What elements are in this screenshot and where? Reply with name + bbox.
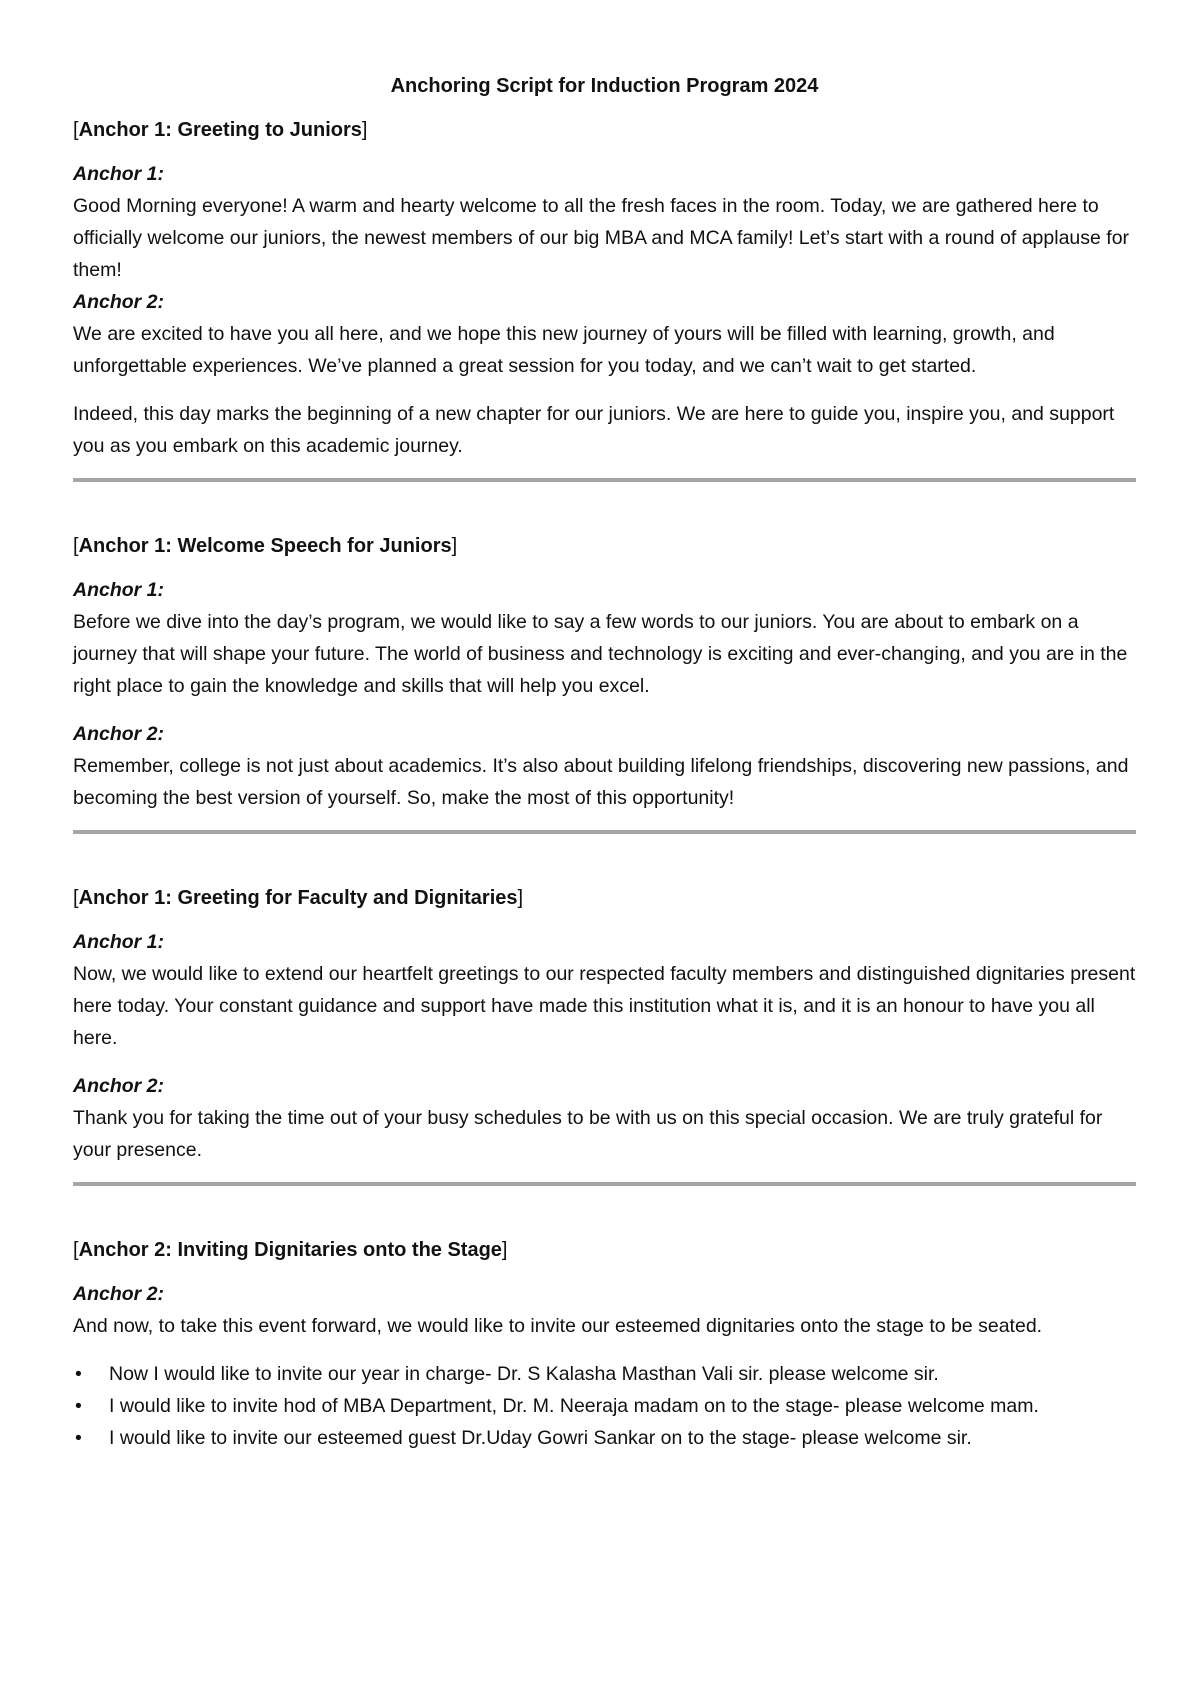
paragraph: And now, to take this event forward, we would like to invite our esteemed dignitaries onto the stage to be seated. <box>73 1315 1043 1337</box>
section-divider <box>73 1182 1136 1186</box>
section-divider <box>73 478 1136 482</box>
paragraph: Indeed, this day marks the beginning of a new chapter for our juniors. We are here to guide you, inspire you, and support you as you embark on this academic journey. <box>73 403 1115 457</box>
section-welcome-speech <box>73 530 1136 814</box>
speaker-label: Anchor 2: <box>73 1075 165 1097</box>
paragraph: Now, we would like to extend our heartfelt greetings to our respected faculty members and distinguished dignitaries present here today. Your constant guidance and support have made this institution what it is, and it is an honour to have you all here. <box>73 963 1136 1049</box>
list-item: • I would like to invite hod of MBA Department, Dr. M. Neeraja madam on to the stage- please welcome mam. <box>73 1390 1136 1422</box>
section-divider <box>73 830 1136 834</box>
section-heading: [Anchor 1: Welcome Speech for Juniors] <box>73 535 458 557</box>
paragraph: Before we dive into the day’s program, we would like to say a few words to our juniors. You are about to embark on a journey that will shape your future. The world of business and technology is exciting and ever-changing, and you are in the right place to gain the knowledge and skills that will help you excel. <box>73 611 1128 697</box>
section-heading: [Anchor 1: Greeting to Juniors] <box>73 119 368 141</box>
speaker-label: Anchor 2: <box>73 1283 165 1305</box>
document-title: Anchoring Script for Induction Program 2024 <box>390 75 819 97</box>
document-page <box>73 70 1136 1454</box>
paragraph: Good Morning everyone! A warm and hearty welcome to all the fresh faces in the room. Today, we are gathered here to officially welcome our juniors, the newest members of our big MBA and MCA family! Let’s start with a round of applause for them! <box>73 195 1130 281</box>
paragraph: Remember, college is not just about academics. It’s also about building lifelong friendships, discovering new passions, and becoming the best version of yourself. So, make the most of this opportunity! <box>73 755 1129 809</box>
paragraph: We are excited to have you all here, and we hope this new journey of yours will be filled with learning, growth, and unforgettable experiences. We’ve planned a great session for you today, and we can’t wait to get started. <box>73 323 1055 377</box>
section-heading: [Anchor 1: Greeting for Faculty and Dignitaries] <box>73 887 524 909</box>
section-inviting-dignitaries <box>73 1234 1136 1454</box>
list-item: • I would like to invite our esteemed guest Dr.Uday Gowri Sankar on to the stage- please welcome sir. <box>73 1422 1136 1454</box>
speaker-label: Anchor 2: <box>73 723 165 745</box>
invitation-list <box>73 1358 1136 1454</box>
section-greeting-juniors <box>73 114 1136 462</box>
speaker-label: Anchor 1: <box>73 931 165 953</box>
section-greeting-faculty <box>73 882 1136 1166</box>
list-item: • Now I would like to invite our year in charge- Dr. S Kalasha Masthan Vali sir. please welcome sir. <box>73 1358 1136 1390</box>
speaker-label: Anchor 1: <box>73 163 165 185</box>
paragraph: Thank you for taking the time out of your busy schedules to be with us on this special occasion. We are truly grateful for your presence. <box>73 1107 1103 1161</box>
speaker-label: Anchor 2: <box>73 291 165 313</box>
speaker-label: Anchor 1: <box>73 579 165 601</box>
section-heading: [Anchor 2: Inviting Dignitaries onto the Stage] <box>73 1239 508 1261</box>
